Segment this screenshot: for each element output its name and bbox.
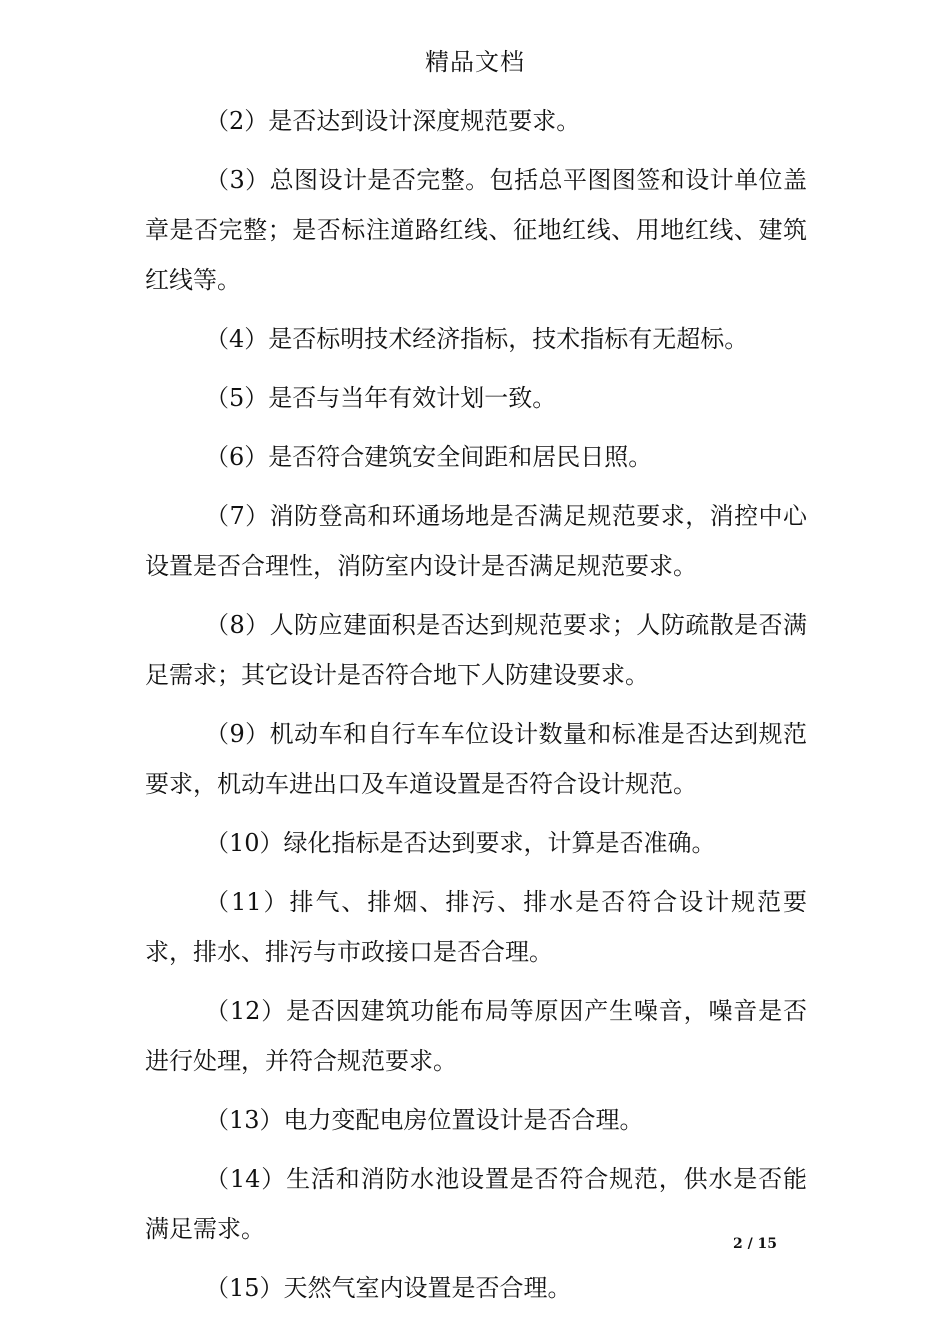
page-number: 2 / 15 xyxy=(732,1236,778,1252)
document-body xyxy=(145,96,807,1322)
paragraph: （14）生活和消防水池设置是否符合规范，供水是否能满足需求。 xyxy=(145,1165,807,1243)
paragraph: （2）是否达到设计深度规范要求。 xyxy=(205,107,581,135)
paragraph: （10）绿化指标是否达到要求，计算是否准确。 xyxy=(205,829,716,857)
paragraph: （15）天然气室内设置是否合理。 xyxy=(205,1274,572,1302)
paragraph: （13）电力变配电房位置设计是否合理。 xyxy=(205,1106,644,1134)
paragraph: （6）是否符合建筑安全间距和居民日照。 xyxy=(205,443,653,471)
paragraph: （3）总图设计是否完整。包括总平图图签和设计单位盖章是否完整；是否标注道路红线、征地红线、用地红线、建筑红线等。 xyxy=(145,166,807,294)
paragraph: （11）排气、排烟、排污、排水是否符合设计规范要求，排水、排污与市政接口是否合理。 xyxy=(145,888,807,966)
paragraph: （8）人防应建面积是否达到规范要求；人防疏散是否满足需求；其它设计是否符合地下人防建设要求。 xyxy=(145,611,807,689)
paragraph: （4）是否标明技术经济指标，技术指标有无超标。 xyxy=(205,325,749,353)
paragraph: （7）消防登高和环通场地是否满足规范要求，消控中心设置是否合理性，消防室内设计是否满足规范要求。 xyxy=(145,502,807,580)
paragraph: （9）机动车和自行车车位设计数量和标准是否达到规范要求，机动车进出口及车道设置是否符合设计规范。 xyxy=(145,720,807,798)
page-header-title: 精品文档 xyxy=(425,48,525,76)
paragraph: （5）是否与当年有效计划一致。 xyxy=(205,384,557,412)
paragraph: （12）是否因建筑功能布局等原因产生噪音，噪音是否进行处理，并符合规范要求。 xyxy=(145,997,807,1075)
